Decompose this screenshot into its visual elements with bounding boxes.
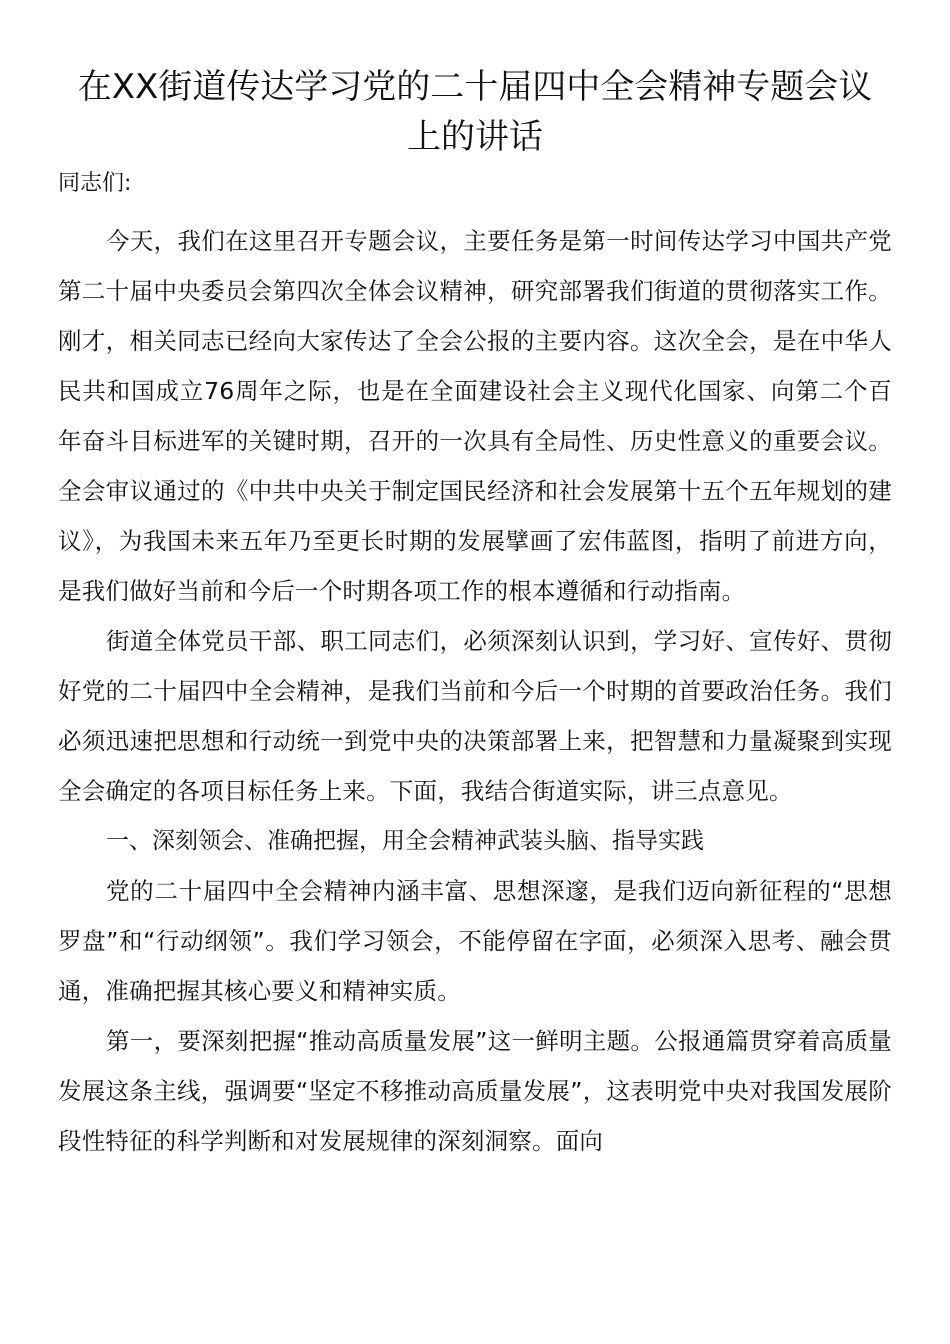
body-paragraph: 党的二十届四中全会精神内涵丰富、思想深邃，是我们迈向新征程的“思想罗盘”和“行动纲领”。我们学习领会，不能停留在字面，必须深入思考、融会贯通，准确把握其核心要义和精神实质。 [58,877,892,1005]
title-line-2: 上的讲话 [407,117,543,157]
body-paragraph: 今天，我们在这里召开专题会议，主要任务是第一时间传达学习中国共产党第二十届中央委员会第四次全体会议精神，研究部署我们街道的贯彻落实工作。刚才，相关同志已经向大家传达了全会公报的主要内容。这次全会，是在中华人民共和国成立76周年之际，也是在全面建设社会主义现代化国家、向第二个百年奋斗目标进军的关键时期，召开的一次具有全局性、历史性意义的重要会议。全会审议通过的《中共中央关于制定国民经济和社会发展第十五个五年规划的建议》，为我国未来五年乃至更长时期的发展擘画了宏伟蓝图，指明了前进方向，是我们做好当前和今后一个时期各项工作的根本遵循和行动指南。 [58,227,892,605]
section-heading: 一、深刻领会、准确把握，用全会精神武装头脑、指导实践 [106,828,704,854]
title-line-1: 在XX街道传达学习党的二十届四中全会精神专题会议 [77,67,873,107]
body-paragraph: 街道全体党员干部、职工同志们，必须深刻认识到，学习好、宣传好、贯彻好党的二十届四中全会精神，是我们当前和今后一个时期的首要政治任务。我们必须迅速把思想和行动统一到党中央的决策部署上来，把智慧和力量凝聚到实现全会确定的各项目标任务上来。下面，我结合街道实际，讲三点意见。 [58,627,892,805]
salutation: 同志们: [58,171,132,196]
document-title [58,62,892,162]
body-paragraph: 第一，要深刻把握“推动高质量发展”这一鲜明主题。公报通篇贯穿着高质量发展这条主线，强调要“坚定不移推动高质量发展”，这表明党中央对我国发展阶段性特征的科学判断和对发展规律的深刻洞察。面向 [58,1027,892,1155]
